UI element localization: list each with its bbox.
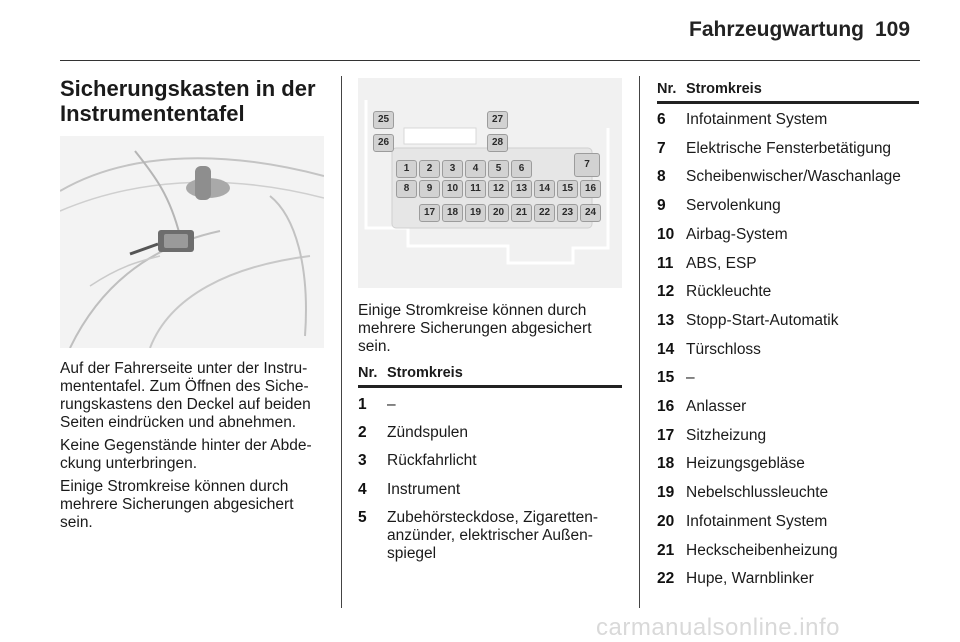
fuse-slot-label: 1 [403,163,410,174]
table-row-number: 11 [657,254,674,272]
fuse-slot [465,204,486,222]
fuse-slot [534,204,555,222]
fuse-slot-label: 24 [584,207,597,218]
middle-table-rule [358,385,622,388]
fuse-slot-label: 6 [518,163,525,174]
table-row-circuit: Sitzheizung [686,426,767,444]
table-row-number: 15 [657,369,675,387]
intro-paragraph-1: Auf der Fahrerseite unter der Instru-mententafel. Zum Öffnen des Siche-rungskastens den Deckel auf beiden Seiten eindrücken und abnehmen. [60,360,311,431]
fuse-slot [419,180,440,198]
column-divider-right [639,76,640,608]
fuse-slot [396,160,417,178]
fuse-slot [557,204,578,222]
table-row-number: 10 [657,225,675,243]
section-title: Sicherungskasten in der Instrumententafel [60,76,316,126]
fuse-slot-label: 9 [426,183,433,194]
fusebox-diagram [358,78,622,288]
right-table-rule [657,101,919,104]
fuse-slot [419,160,440,178]
table-row-circuit: Servolenkung [686,197,781,215]
fuse-slot-label: 25 [377,114,390,125]
fuse-slot-label: 16 [584,183,597,194]
table-row-number: 17 [657,426,675,444]
fuse-slot-label: 15 [561,183,574,194]
fuse-slot [557,180,578,198]
table-row-circuit: ABS, ESP [686,254,757,272]
table-row-circuit: Türschloss [686,340,761,358]
fuse-slot [580,204,601,222]
fuse-slot [488,204,509,222]
table-row-number: 2 [358,424,367,441]
page-header-title: Fahrzeugwartung [689,18,865,41]
fuse-slot [465,160,486,178]
table-row-number: 21 [657,541,675,559]
fuse-slot [511,204,532,222]
fuse-slot [580,180,601,198]
table-row-number: 22 [657,570,675,588]
dashboard-illustration [60,136,324,348]
fuse-slot [487,111,508,129]
table-row-circuit: Stopp-Start-Automatik [686,311,839,329]
right-table-header-nr: Nr. [657,81,677,97]
fuse-slot [442,204,463,222]
fuse-slot-label: 28 [491,137,504,148]
table-row-circuit: Scheibenwischer/Waschanlage [686,168,901,186]
table-row-circuit: Airbag-System [686,225,788,243]
table-row-number: 4 [358,481,367,498]
fuse-slot [396,180,417,198]
fuse-slot [534,180,555,198]
fuse-slot [487,134,508,152]
page-number: 109 [875,18,911,41]
fuse-slot [373,134,394,152]
table-row-circuit: Zubehörsteckdose, Zigaretten-anzünder, elektrischer Außen-spiegel [387,509,599,562]
table-row-number: 6 [657,111,666,128]
fuse-slot [442,160,463,178]
table-row-circuit: Heckscheibenheizung [686,541,838,559]
fuse-slot-label: 21 [515,207,528,218]
fuse-slot-label: 4 [472,163,479,174]
right-table-header-circuit: Stromkreis [686,81,762,97]
fuse-slot-label: 8 [403,183,410,194]
intro-paragraph-2: Keine Gegenstände hinter der Abde-ckung unterbringen. [60,437,312,472]
table-row-number: 18 [657,455,675,473]
table-row-circuit: Nebelschlussleuchte [686,484,829,502]
table-row-number: 19 [657,484,675,502]
table-row-number: 8 [657,168,666,186]
middle-table-header-circuit: Stromkreis [387,365,463,381]
header-rule [60,60,920,61]
fuse-slot-label: 10 [446,183,459,194]
fuse-slot-label: 23 [561,207,574,218]
table-row-circuit: Rückleuchte [686,283,772,301]
table-row-circuit: Rückfahrlicht [387,452,477,469]
table-row-circuit: Anlasser [686,398,747,415]
fuse-slot [511,180,532,198]
fuse-slot-label: 17 [423,207,436,218]
fuse-slot-label: 12 [492,183,505,194]
table-row-circuit: Infotainment System [686,111,828,128]
fuse-slot-label: 14 [538,183,551,194]
fuse-slot [419,204,440,222]
table-row-circuit: – [686,369,695,387]
fuse-slot [511,160,532,178]
table-row-circuit: Zündspulen [387,424,469,441]
watermark: carmanualsonline.info [596,614,840,641]
table-row-number: 5 [358,509,367,526]
fuse-slot [465,180,486,198]
fuse-slot-label: 5 [495,163,502,174]
table-row-number: 3 [358,452,367,469]
fuse-slot-label: 13 [515,183,528,194]
fuse-slot-label: 19 [469,207,482,218]
fuse-slot-label: 11 [470,183,481,194]
fuse-slot-label: 20 [492,207,505,218]
fuse-slot-label: 2 [426,163,433,174]
table-row-circuit: Infotainment System [686,512,828,530]
table-row-number: 13 [657,311,675,329]
fuse-slot-label: 27 [491,114,504,125]
fuse-slot-label: 26 [377,137,390,148]
table-row-number: 12 [657,283,675,301]
fuse-slot [574,153,600,177]
table-row-circuit: Heizungsgebläse [686,455,805,473]
fuse-slot [488,180,509,198]
table-row-circuit: Elektrische Fensterbetätigung [686,139,892,157]
table-row-number: 9 [657,197,666,215]
fuse-slot [488,160,509,178]
table-row-number: 1 [358,396,367,413]
table-row-circuit: Hupe, Warnblinker [686,570,814,588]
fuse-slot-label: 22 [538,207,551,218]
dashboard-photo [60,136,324,348]
table-row-circuit: Instrument [387,481,461,498]
fuse-slot-label: 7 [584,159,590,170]
table-row-number: 14 [657,340,675,358]
table-row-number: 20 [657,512,675,530]
fuse-slot-label: 18 [446,207,459,218]
table-row-number: 7 [657,139,666,157]
fuse-slot [373,111,394,129]
fuse-slot-label: 3 [449,163,456,174]
intro-paragraph-3: Einige Stromkreise können durch mehrere Sicherungen abgesichert sein. [60,478,294,531]
middle-table-header-nr: Nr. [358,365,378,381]
fuse-slot [442,180,463,198]
column-divider-left [341,76,342,608]
middle-paragraph: Einige Stromkreise können durch mehrere Sicherungen abgesichert sein. [358,302,592,355]
table-row-circuit: – [387,396,396,413]
table-row-number: 16 [657,398,675,415]
